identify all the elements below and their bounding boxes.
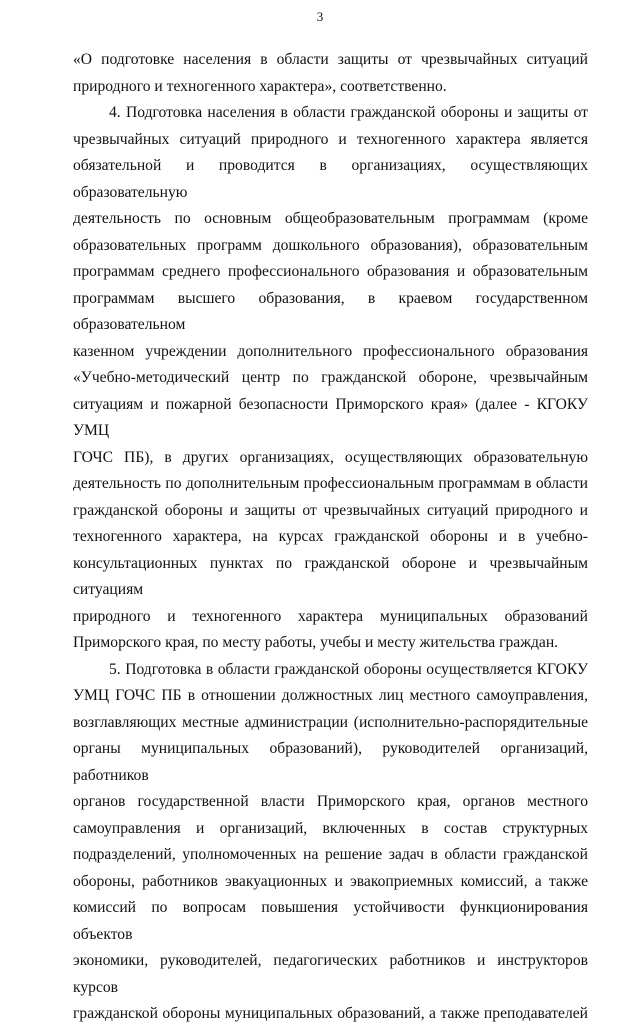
text-line: природного и техногенного характера», соответственно. [73,77,447,95]
text-line: подразделений, уполномоченных на решение задач в области гражданской [73,846,588,863]
text-line: ГОЧС ПБ), в других организациях, осуществляющих образовательную [73,448,588,466]
text-line: обороны, работников эвакуационных и эвакоприемных комиссий, а также [73,872,588,890]
text-line: природного и техногенного характера муниципальных образований [73,607,588,625]
text-line: «О подготовке населения в области защиты от чрезвычайных ситуаций [73,51,588,68]
page-number: 3 [316,9,324,24]
text-line: гражданской обороны и защиты от чрезвычайных ситуаций природного и [73,501,588,519]
text-line: образовательных программ дошкольного образования), образовательным [73,236,588,254]
text-line: деятельность по дополнительным профессиональным программам в области [73,475,588,492]
text-line: программам среднего профессионального образования и образовательным [73,263,588,280]
text-line: Приморского края, по месту работы, учебы и месту жительства граждан. [73,634,559,651]
text-line: деятельность по основным общеобразовательным программам (кроме [73,210,588,227]
paragraph-2 [73,100,588,657]
text-line: органы муниципальных образований), руководителей организаций, работников [73,740,588,784]
text-line: 5. Подготовка в области гражданской обороны осуществляется КГОКУ [109,660,588,678]
text-line: обязательной и проводится в организациях, осуществляющих образовательную [73,157,588,201]
text-line: консультационных пунктах по гражданской обороне и чрезвычайным ситуациям [73,554,588,598]
document-body [73,47,588,1028]
paragraph-1 [73,47,588,100]
text-line: программам высшего образования, в краевом государственном образовательном [73,289,588,333]
paragraph-3 [73,657,588,1028]
text-line: комиссий по вопросам повышения устойчивости функционирования объектов [73,899,588,943]
text-line: самоуправления и организаций, включенных в состав структурных [73,819,588,837]
text-line: гражданской обороны муниципальных образований, а также преподавателей [73,1005,588,1022]
text-line: экономики, руководителей, педагогических работников и инструкторов курсов [73,952,588,996]
text-line: органов государственной власти Приморского края, органов местного [73,793,588,810]
text-line: 4. Подготовка населения в области гражданской обороны и защиты от [109,104,588,121]
text-line: техногенного характера, на курсах гражданской обороны и в учебно- [73,528,588,545]
text-line: чрезвычайных ситуаций природного и техногенного характера является [73,130,588,148]
text-line: «Учебно-методический центр по гражданской обороне, чрезвычайным [73,369,588,386]
text-line: УМЦ ГОЧС ПБ в отношении должностных лиц местного самоуправления, [73,687,588,704]
text-line: ситуациям и пожарной безопасности Приморского края» (далее - КГОКУ УМЦ [73,395,588,439]
text-line: казенном учреждении дополнительного профессионального образования [73,342,588,360]
text-line: возглавляющих местные администрации (исполнительно-распорядительные [73,713,588,731]
